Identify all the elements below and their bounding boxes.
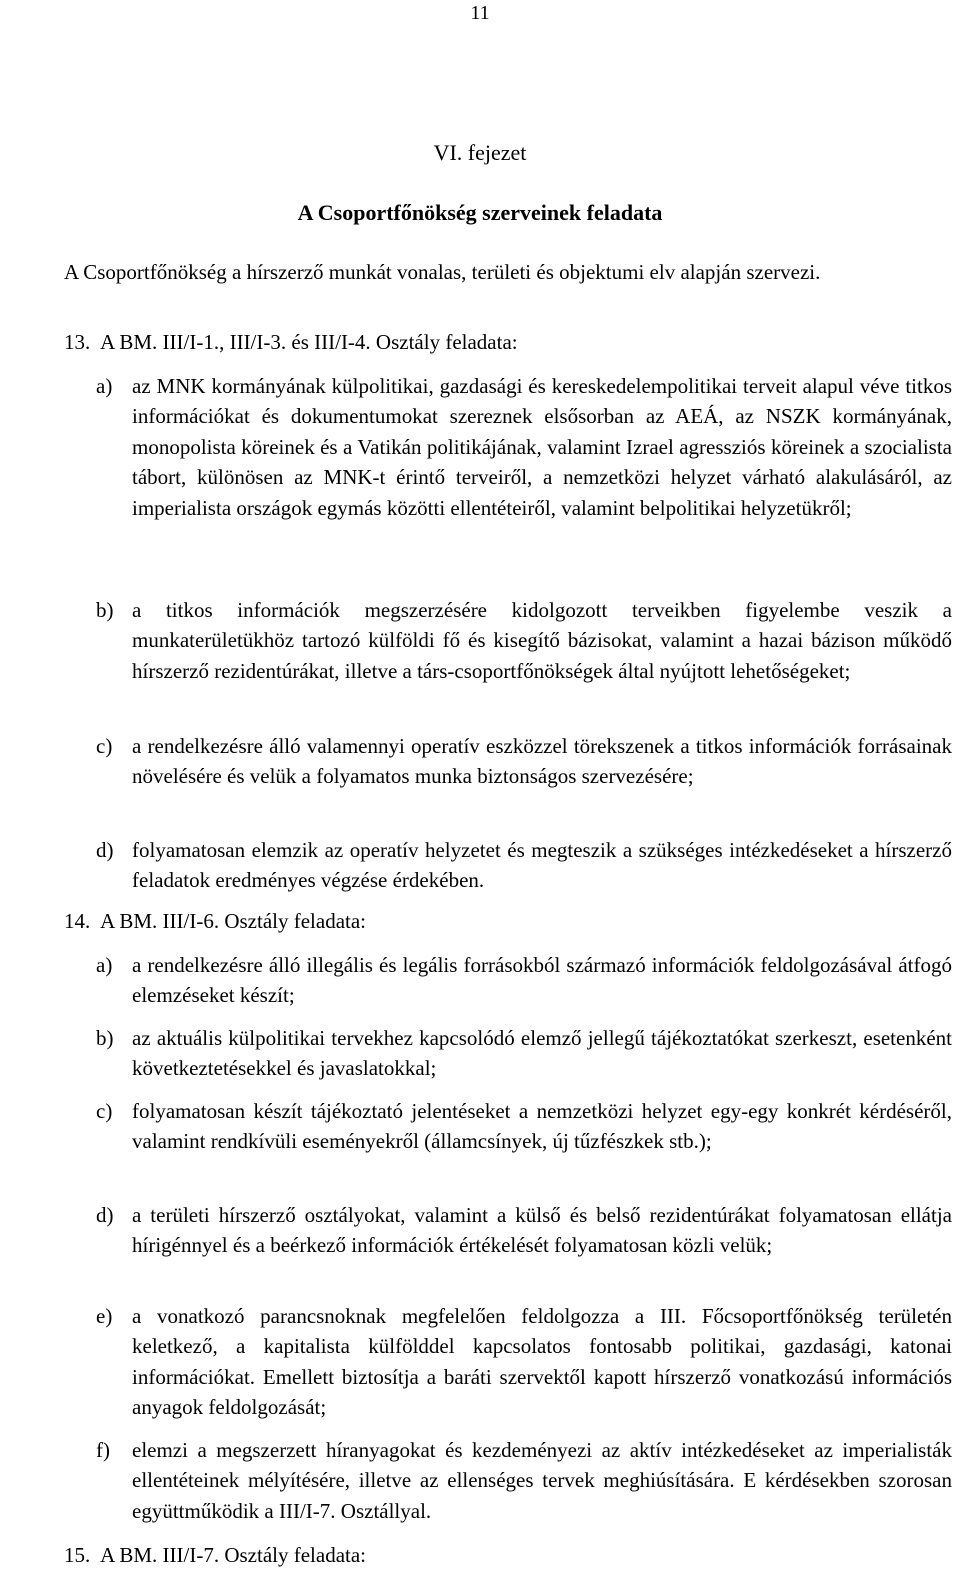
section-title: A BM. III/I-1., III/I-3. és III/I-4. Osztály feladata: — [100, 330, 518, 354]
item-text: elemzi a megszerzett híranyagokat és kezdeményezi az aktív intézkedéseket az imperialisták ellentéteinek mélyítésére, illetve az ellenséges tervek meghiúsítására. E kérdésekben szorosan együttműködik a III/I-7. Osztállyal. — [132, 1438, 952, 1523]
item-text: a rendelkezésre álló valamennyi operatív eszközzel törekszenek a titkos információk forrásainak növelésére és velük a folyamatos munka biztonságos szervezésére; — [132, 734, 952, 789]
item-label: e) — [96, 1304, 113, 1328]
list-item — [96, 1301, 952, 1423]
item-label: c) — [96, 734, 113, 758]
list-item — [96, 835, 952, 896]
item-label: b) — [96, 1026, 114, 1050]
item-label: d) — [96, 838, 114, 862]
list-item — [96, 595, 952, 686]
section-number: 15. — [64, 1543, 91, 1567]
item-text: a területi hírszerző osztályokat, valamint a külső és belső rezidentúrákat folyamatosan ellátja hírigénnyel és a beérkező információk értékelését folyamatosan közli velük; — [132, 1203, 952, 1258]
section-number: 13. — [64, 330, 91, 354]
item-text: folyamatosan készít tájékoztató jelentéseket a nemzetközi helyzet egy-egy konkrét kérdéséről, valamint rendkívüli eseményekről (államcsínyek, új tűzfészkek stb.); — [132, 1099, 952, 1154]
list-item — [96, 1096, 952, 1157]
list-item — [96, 1023, 952, 1084]
item-text: a titkos információk megszerzésére kidolgozott terveikben figyelembe veszik a munkaterületükhöz tartozó külföldi fő és kisegítő bázisokat, valamint a hazai bázison működő hírszerző rezidentúrákat, illetve a társ-csoportfőnökségek által nyújtott lehetőségeket; — [132, 598, 952, 683]
list-item — [96, 1435, 952, 1526]
list-item — [96, 731, 952, 792]
page-number: 11 — [470, 2, 490, 24]
item-text: a vonatkozó parancsnoknak megfelelően feldolgozza a III. Főcsoportfőnökség területén keletkező, a kapitalista külfölddel kapcsolatos fontosabb politikai, gazdasági, katonai információkat. Emellett biztosítja a baráti szervektől kapott hírszerző vonatkozású információs anyagok feldolgozását; — [132, 1304, 952, 1420]
item-label: b) — [96, 598, 114, 622]
section-heading — [64, 907, 366, 935]
list-item — [96, 950, 952, 1011]
section-title: A BM. III/I-7. Osztály feladata: — [100, 1543, 367, 1567]
item-label: a) — [96, 953, 113, 977]
list-item — [96, 371, 952, 523]
section-heading — [64, 1541, 366, 1569]
item-text: folyamatosan elemzik az operatív helyzetet és megteszik a szükséges intézkedéseket a hírszerző feladatok eredményes végzése érdekében. — [132, 838, 952, 893]
item-text: az MNK kormányának külpolitikai, gazdasági és kereskedelempolitikai terveit alapul véve titkos információkat és dokumentumokat szereznek elsősorban az AEÁ, az NSZK kormányának, monopolista köreinek és a Vatikán politikájának, valamint Izrael agressziós köreinek a szocialista tábort, különösen az MNK-t érintő terveiről, a nemzetközi helyzet várható alakulásáról, az imperialista országok egymás közötti ellentéteiről, valamint belpolitikai helyzetükről; — [132, 374, 952, 520]
item-label: f) — [96, 1438, 110, 1462]
item-label: d) — [96, 1203, 114, 1227]
item-text: a rendelkezésre álló illegális és legális forrásokból származó információk feldolgozásával átfogó elemzéseket készít; — [132, 953, 952, 1008]
item-text: az aktuális külpolitikai tervekhez kapcsolódó elemző jellegű tájékoztatókat szerkeszt, esetenként következtetésekkel és javaslatokkal; — [132, 1026, 952, 1081]
intro-paragraph: A Csoportfőnökség a hírszerző munkát vonalas, területi és objektumi elv alapján szervezi. — [64, 260, 821, 284]
section-number: 14. — [64, 909, 91, 933]
list-item — [96, 1200, 952, 1261]
chapter-title: A Csoportfőnökség szerveinek feladata — [297, 200, 663, 225]
chapter-heading: VI. fejezet — [433, 140, 527, 165]
section-title: A BM. III/I-6. Osztály feladata: — [100, 909, 367, 933]
item-label: a) — [96, 374, 113, 398]
section-heading — [64, 328, 518, 356]
item-label: c) — [96, 1099, 113, 1123]
